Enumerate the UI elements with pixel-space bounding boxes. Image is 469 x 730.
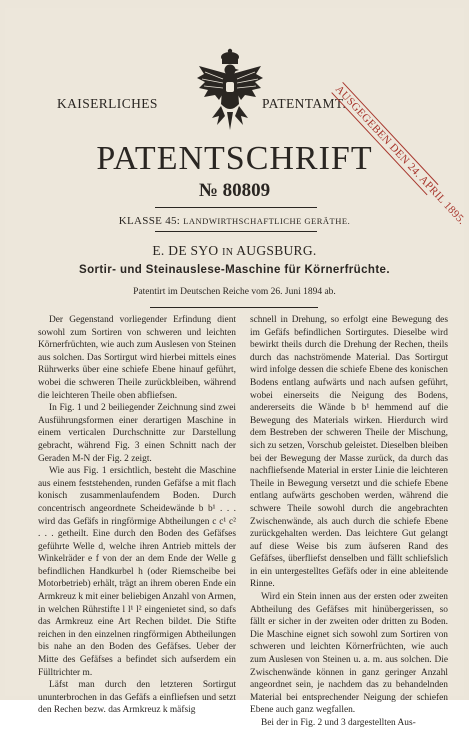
divider-top (155, 207, 317, 208)
class-name: LANDWIRTHSCHAFTLICHE GERÄTHE. (183, 216, 351, 226)
author-in: IN (222, 247, 234, 258)
divider-body (150, 307, 318, 308)
left-paragraph-2: In Fig. 1 und 2 beiliegender Zeichnung sind zwei Ausführungsformen einer derartigen Maschine in einem verticalen Durchschnitte zur Darstellung gebracht, während Fig. 3 einen Schnitt nach der Geraden M-N der Fig. 2 zeigt. (38, 403, 236, 464)
paper-sheet (5, 8, 468, 728)
text-column-left (38, 314, 236, 717)
left-paragraph-4: Läfst man durch den letzteren Sortirgut ununterbrochen in das Gefäfs a einfliefsen und setzt den Rechen bezw. das Armkreuz k mäfsig (38, 680, 236, 716)
header-right-text: PATENTAMT. (262, 96, 347, 111)
text-column-right (250, 314, 448, 730)
right-paragraph-2: Wird ein Stein innen aus der ersten oder zweiten Abtheilung des Gefäfses mit hinübergerissen, so fällt er sicher in der zweiten oder dritten zu Boden. Die Maschine eignet sich sowohl zum Sortiren von schweren und leichten Körnerfrüchten, wie auch zum Auslesen von Steinen u. a. m. aus solchen. Die Zwischenwände können in ganz geringer Anzahl angeordnet sein, je nachdem das zu behandelnden Material bei entsprechender Neigung der schiefen Ebene auch ganz wegfallen. (250, 592, 448, 716)
left-paragraph-3: Wie aus Fig. 1 ersichtlich, besteht die Maschine aus einem feststehenden, runden Gefäfse a mit flach konisch zusammenlaufendem Boden. Durch concentrisch angeordnete Scheidewände b b¹ . . . wird das Gefäfs in ringförmige Abtheilungen c c¹ c² . . . getheilt. Eine durch den Boden des Gefäfses geführte Welle d, welche ihren Antrieb mittels der Winkelräder e f von der an dem Ende der Welle g befindlichen Handkurbel h (oder Riemscheibe bei Motorbetrieb) erhält, trägt an ihrem oberen Ende ein Armkreuz k mit einer beliebigen Anzahl von Armen, in welchen Rührstifte l l¹ l² eingenietet sind, so dafs das Armkreuz eine Art Rechen bildet. Die Stifte reichen in den einzelnen ringförmigen Abtheilungen bis nahe an den Boden des Gefäfses. Ueber der Mitte des Gefäfses a befindet sich aufserdem ein Fülltrichter m. (38, 466, 236, 678)
author-line (5, 243, 464, 259)
right-paragraph-1: schnell in Drehung, so erfolgt eine Bewegung des im Gefäfs befindlichen Sortirgutes. Dieselbe wird bewirkt theils durch die Drehung der Rechen, theils durch das nachströmende Material. Das Sortirgut wird infolge dessen die schiefe Ebene des konischen Bodens entlang aufwärts und nach aufsen geführt, wobei einerseits die Neigung des Bodens, andererseits die Wände b b¹ hemmend auf die Bewegung des Materials wirken. Hierdurch wird dem Bestreben der schweren Theile der Mischung, sich zu setzen, Vorschub geleistet. Dieselben bleiben bei der Bewegung der Masse zurück, da durch das nachfliefsende Material in erster Linie die leichteren Theile in Bewegung versetzt und die schiefe Ebene entlang aufwärts geschoben werden, während die schwere Theile sowohl durch die angebrachten Zwischenwände, als auch durch die schiefe Ebene zurückgehalten werden. Das leichtere Gut gelangt auf diese Weise bis zum äufseren Rand des Gefäfses, überfliefst denselben und fällt schliefslich in ein untergestelltes Gefäfs oder in eine ableitende Rinne. (250, 315, 448, 590)
imperial-eagle-icon (195, 48, 265, 132)
document-title: PATENTSCHRIFT (96, 140, 373, 177)
divider-mid (155, 231, 317, 232)
left-paragraph-1: Der Gegenstand vorliegender Erfindung dient sowohl zum Sortiren von schweren und leichten Körnerfrüchten, wie auch zum Auslesen von Steinen aus solchen. Das Sortirgut wird hierbei mittels eines Rührwerks über eine schiefe Ebene hinauf geführt, wobei die schweren Theile zurückbleiben, während die leichteren Theile oben abfliefsen. (38, 315, 236, 401)
patent-date-line: Patentirt im Deutschen Reiche vom 26. Juni 1894 ab. (133, 287, 336, 297)
author-city: AUGSBURG. (236, 243, 317, 258)
patent-number: № 80809 (198, 180, 271, 201)
issue-date-stamp: AUSGEGEBEN DEN 24. APRIL 1895. (332, 83, 468, 228)
author-name: E. DE SYO (152, 243, 219, 258)
class-label: KLASSE 45: (118, 215, 181, 227)
class-line (5, 215, 464, 227)
right-paragraph-3: Bei der in Fig. 2 und 3 dargestellten Aus- (261, 718, 416, 728)
invention-title: Sortir- und Steinauslese-Maschine für Körnerfrüchte. (79, 264, 390, 276)
header-left-text: KAISERLICHES (57, 96, 158, 111)
